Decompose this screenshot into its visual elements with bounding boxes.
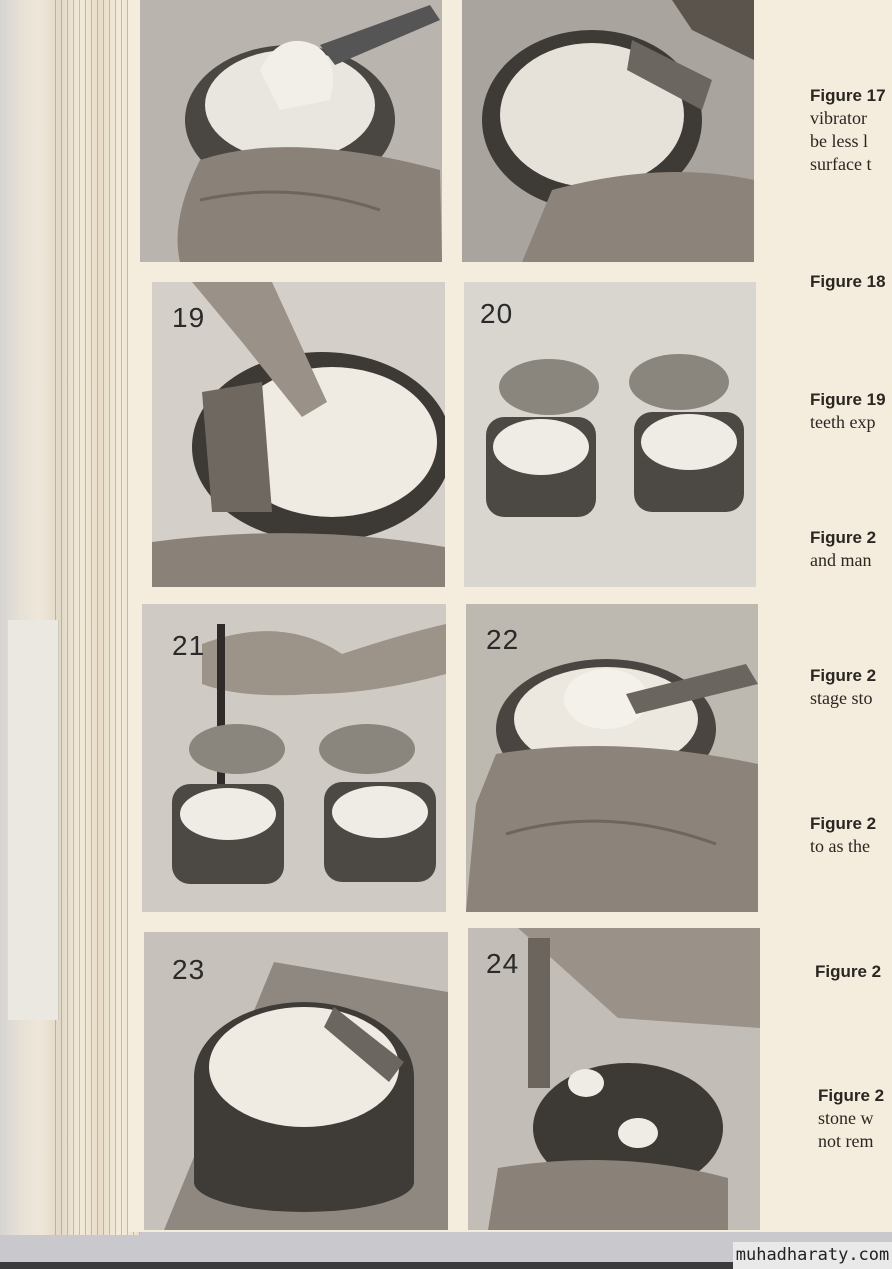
caption-text: stage sto xyxy=(810,688,873,708)
figure-22-photo xyxy=(466,604,758,912)
caption-label: Figure 2 xyxy=(818,1086,885,1105)
caption-label: Figure 2 xyxy=(815,962,882,981)
curled-page xyxy=(8,620,59,1020)
site-watermark: muhadharaty.com xyxy=(733,1242,892,1269)
caption-text: not rem xyxy=(818,1131,874,1151)
caption-figure-19 xyxy=(810,388,892,434)
caption-text: to as the xyxy=(810,836,870,856)
figure-number: 19 xyxy=(172,302,206,333)
book-page-edges xyxy=(0,0,140,1235)
caption-text: teeth exp xyxy=(810,412,876,432)
caption-text: and man xyxy=(810,550,872,570)
caption-figure-21 xyxy=(810,664,892,710)
figure-number: 21 xyxy=(172,630,206,661)
figure-21-photo xyxy=(142,604,446,912)
caption-text: be less l xyxy=(810,131,868,151)
figure-number: 22 xyxy=(486,624,520,655)
caption-label: Figure 18 xyxy=(810,272,886,291)
caption-label: Figure 19 xyxy=(810,390,886,409)
caption-label: Figure 2 xyxy=(810,814,877,833)
caption-label: Figure 17 xyxy=(810,86,886,105)
caption-figure-20 xyxy=(810,526,892,572)
figure-18-photo xyxy=(462,0,754,262)
caption-label: Figure 2 xyxy=(810,528,877,547)
caption-figure-23 xyxy=(815,960,892,983)
caption-figure-18 xyxy=(810,270,892,293)
figure-24-photo xyxy=(468,928,760,1230)
caption-figure-22 xyxy=(810,812,892,858)
figure-19-photo xyxy=(152,282,445,587)
caption-figure-17 xyxy=(810,84,892,176)
figure-number: 23 xyxy=(172,954,206,985)
caption-text: stone w xyxy=(818,1108,874,1128)
figure-23-photo xyxy=(144,932,448,1230)
caption-text: surface t xyxy=(810,154,872,174)
figure-number: 24 xyxy=(486,948,520,979)
caption-figure-24 xyxy=(818,1084,892,1153)
caption-text: vibrator xyxy=(810,108,867,128)
figure-20-photo xyxy=(464,282,756,587)
caption-label: Figure 2 xyxy=(810,666,877,685)
figure-17-photo xyxy=(140,0,442,262)
figure-number: 20 xyxy=(480,298,514,329)
